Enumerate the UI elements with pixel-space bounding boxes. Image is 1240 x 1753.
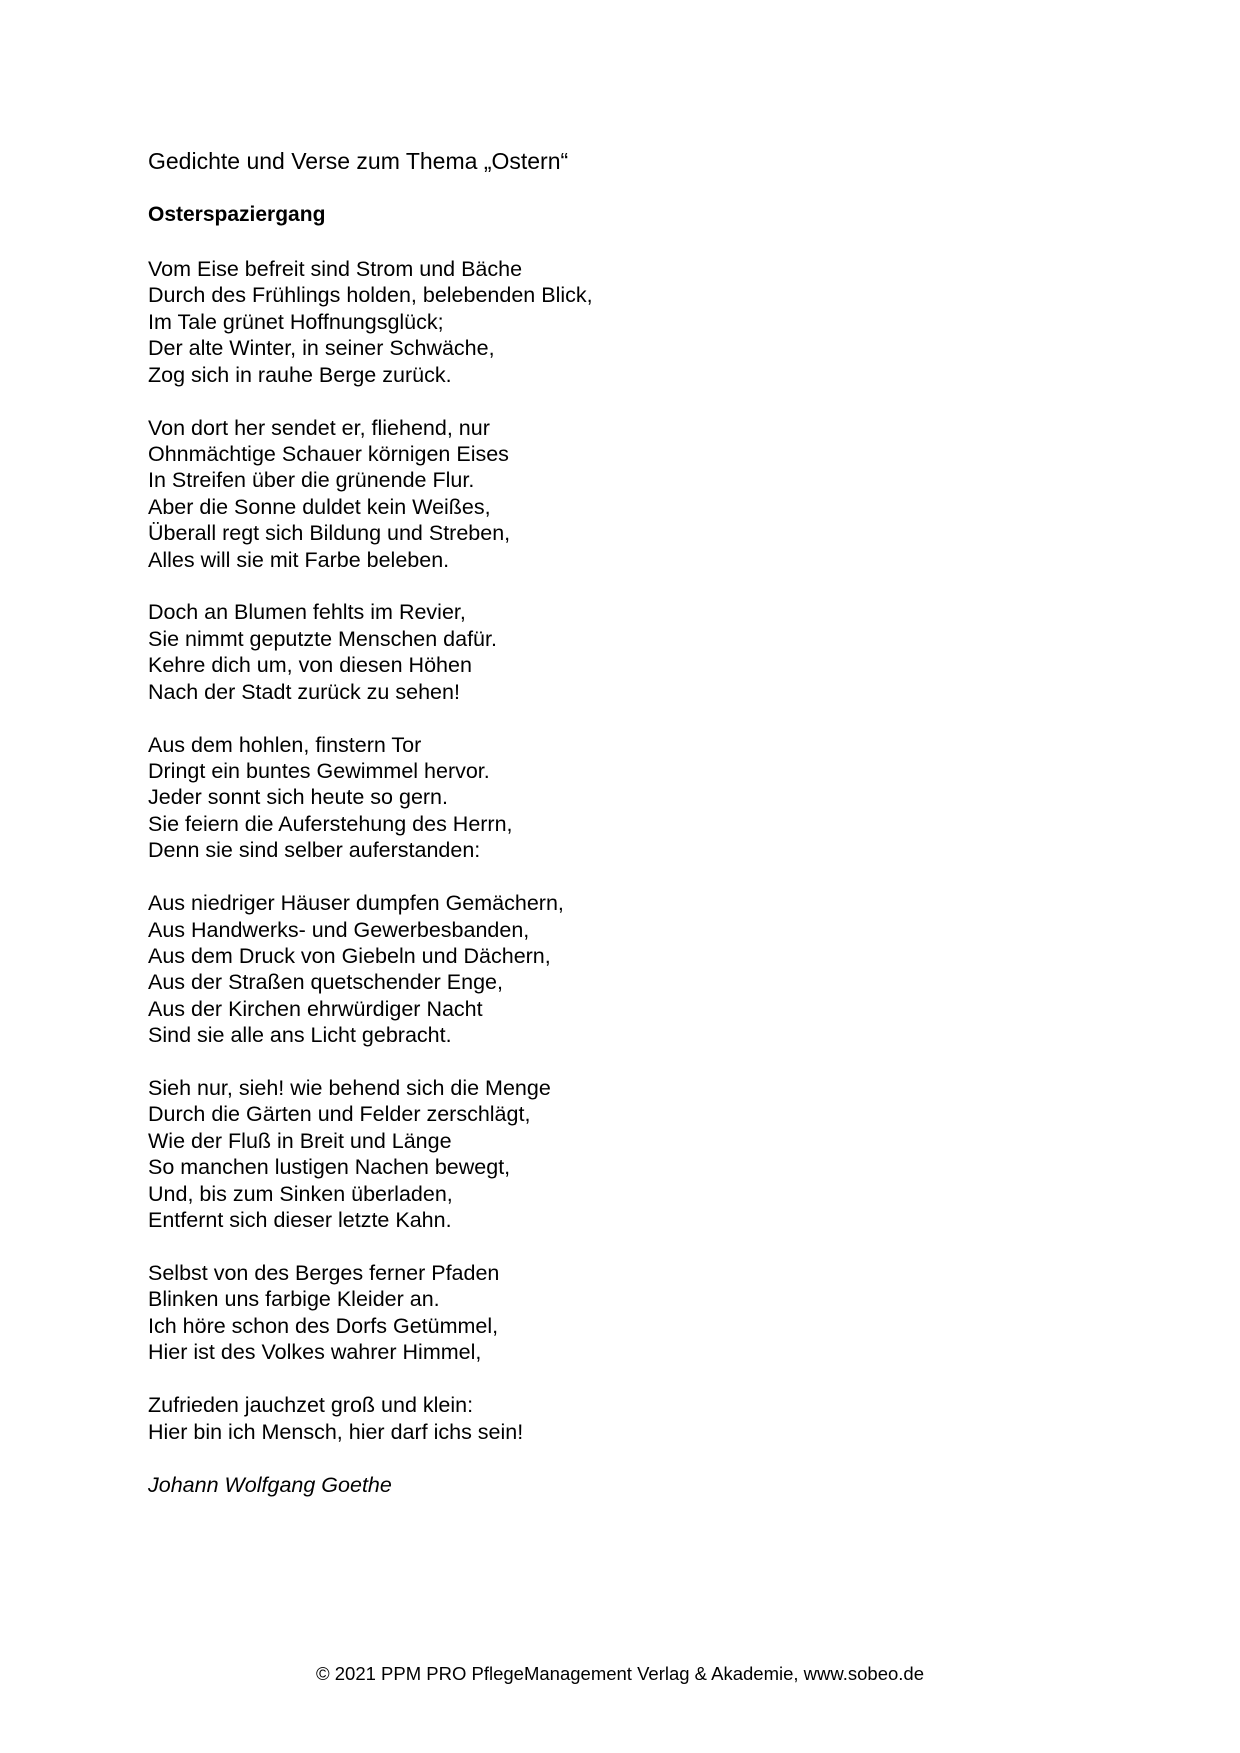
poem-line: Selbst von des Berges ferner Pfaden [148,1261,500,1285]
stanza [148,415,1048,573]
stanza [148,1260,1048,1366]
poem-line: Im Tale grünet Hoffnungsglück; [148,309,444,334]
poem-line: Durch die Gärten und Felder zerschlägt, [148,1102,531,1127]
poem-line: So manchen lustigen Nachen bewegt, [148,1155,511,1180]
poem-line: Vom Eise befreit sind Strom und Bäche [148,257,523,281]
poem-line: Aus der Kirchen ehrwürdiger Nacht [148,996,483,1021]
poem-line: Ich höre schon des Dorfs Getümmel, [148,1313,499,1338]
poem-line: Kehre dich um, von diesen Höhen [148,653,472,678]
poem-line: Hier bin ich Mensch, hier darf ichs sein! [148,1419,524,1444]
poem-line: Aber die Sonne duldet kein Weißes, [148,494,491,519]
poem-line: Sieh nur, sieh! wie behend sich die Menge [148,1076,551,1101]
poem-line: Aus dem Druck von Giebeln und Dächern, [148,943,551,968]
poem-line: Hier ist des Volkes wahrer Himmel, [148,1340,482,1365]
poem-body [148,256,1048,1471]
copyright-notice: © 2021 PPM PRO PflegeManagement Verlag & Akademie, www.sobeo.de [315,1663,925,1684]
poem-line: Aus dem hohlen, finstern Tor [148,732,422,757]
poem-line: Sie nimmt geputzte Menschen dafür. [148,626,497,651]
poem-line: Zog sich in rauhe Berge zurück. [148,362,452,387]
poem-line: Sind sie alle ans Licht gebracht. [148,1023,452,1048]
page-title: Gedichte und Verse zum Thema „Ostern“ [148,148,569,174]
poem-line: Überall regt sich Bildung und Streben, [148,521,511,546]
stanza [148,256,1048,388]
poem-line: Von dort her sendet er, fliehend, nur [148,415,490,440]
poem-line: Doch an Blumen fehlts im Revier, [148,600,466,625]
poem-line: In Streifen über die grünende Flur. [148,468,475,493]
poem-line: Jeder sonnt sich heute so gern. [148,785,448,810]
poem-line: Dringt ein buntes Gewimmel hervor. [148,759,490,783]
poem-line: Nach der Stadt zurück zu sehen! [148,679,460,704]
poem-line: Wie der Fluß in Breit und Länge [148,1128,452,1153]
poem-line: Alles will sie mit Farbe beleben. [148,547,450,572]
poem-line: Ohnmächtige Schauer körnigen Eises [148,441,509,466]
poem-line: Sie feiern die Auferstehung des Herrn, [148,811,513,836]
poem-line: Aus der Straßen quetschender Enge, [148,970,503,995]
poem-line: Denn sie sind selber auferstanden: [148,838,481,863]
poem-line: Aus niedriger Häuser dumpfen Gemächern, [148,891,564,916]
poem-line: Und, bis zum Sinken überladen, [148,1181,453,1206]
stanza [148,599,1048,705]
stanza [148,732,1048,864]
stanza [148,1075,1048,1233]
page-footer [0,1663,1240,1685]
poem-title: Osterspaziergang [148,203,326,226]
poem-line: Zufrieden jauchzet groß und klein: [148,1393,474,1418]
poem-line: Der alte Winter, in seiner Schwäche, [148,336,495,361]
poem-author: Johann Wolfgang Goethe [148,1473,392,1497]
stanza [148,1392,1048,1445]
poem-line: Aus Handwerks- und Gewerbesbanden, [148,917,530,942]
poem-line: Entfernt sich dieser letzte Kahn. [148,1208,452,1233]
stanza [148,890,1048,1048]
poem-line: Durch des Frühlings holden, belebenden Blick, [148,283,593,308]
poem-line: Blinken uns farbige Kleider an. [148,1287,440,1312]
